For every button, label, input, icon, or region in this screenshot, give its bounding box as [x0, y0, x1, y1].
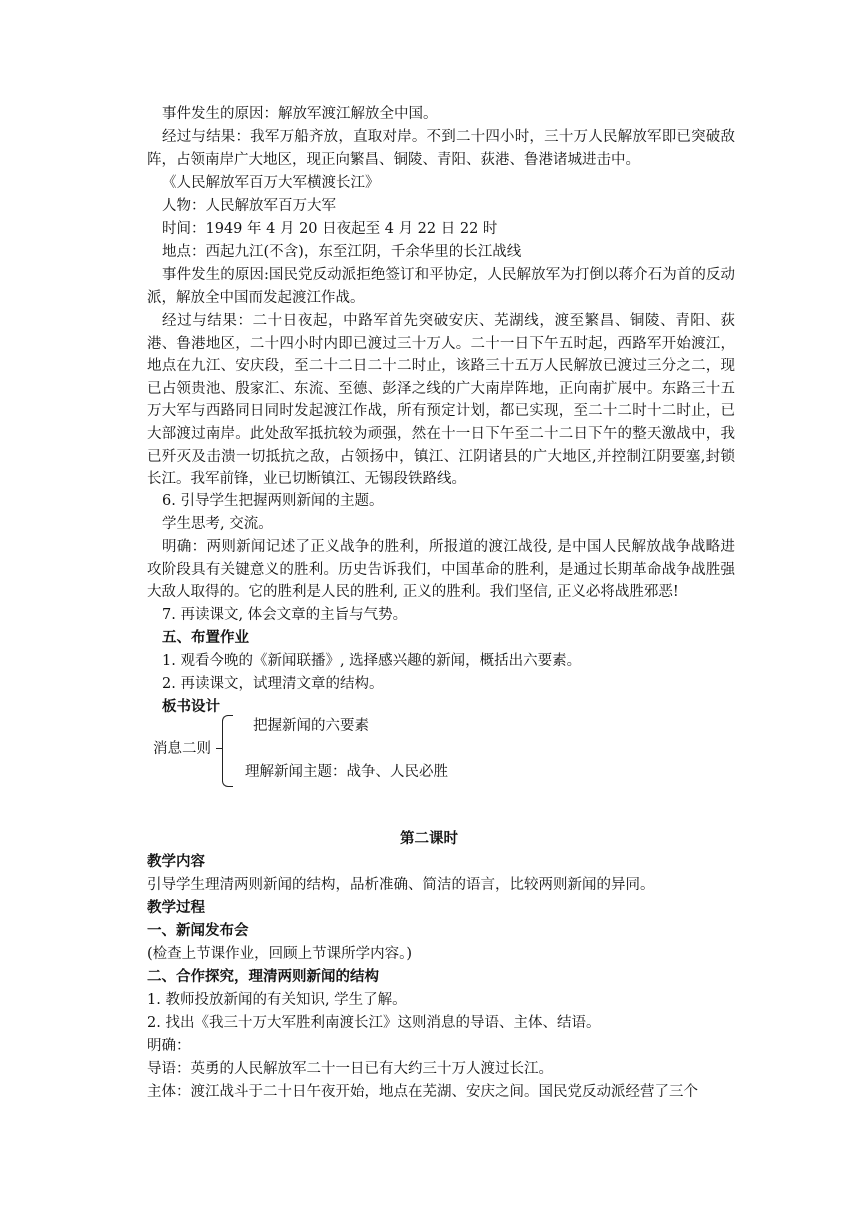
- section-heading: 教学内容: [147, 853, 205, 870]
- paragraph: 经过与结果：二十日夜起，中路军首先突破安庆、芜湖线，渡至繁昌、铜陵、青阳、荻港、鲁港地区，二十四小时内即已渡过三十万人。二十一日下午五时起，西路军开始渡江，地点在九江、安庆段，至二十二日二十二时止，该路三十五万人民解放已渡过三分之二，现已占领贵池、殷家汇、东流、至德、彭泽之线的广大南岸阵地，正向南扩展中。东路三十五万大军与西路同日同时发起渡江作战，所有预定计划，都已实现，至二十二时十二时止，已大部渡过南岸。此处敌军抵抗较为顽强，然在十一日下午至二十二日下午的整天激战中，我已歼灭及击溃一切抵抗之敌，占领扬中，镇江、江阴诸县的广大地区,并控制江阴要塞,封锁长江。我军前锋，业已切断镇江、无锡段铁路线。: [147, 313, 735, 488]
- board-design-item: 理解新闻主题：战争、人民必胜: [245, 764, 448, 780]
- paragraph: 2. 再读课文，试理清文章的结构。: [162, 676, 384, 692]
- paragraph: 6. 引导学生把握两则新闻的主题。: [162, 493, 384, 509]
- paragraph: 主体：渡江战斗于二十日午夜开始，地点在芜湖、安庆之间。国民党反动派经营了三个: [147, 1084, 698, 1100]
- paragraph: 导语：英勇的人民解放军二十一日已有大约三十万人渡过长江。: [147, 1061, 553, 1077]
- section-heading: 二、合作探究，理清两则新闻的结构: [147, 968, 379, 985]
- paragraph: 明确：: [147, 1038, 191, 1054]
- section-heading: 一、新闻发布会: [147, 922, 249, 939]
- board-design-brace-tick: [216, 748, 223, 749]
- paragraph: 7. 再读课文, 体会文章的主旨与气势。: [162, 607, 408, 623]
- paragraph: 1. 观看今晚的《新闻联播》, 选择感兴趣的新闻，概括出六要素。: [162, 653, 582, 669]
- paragraph: 引导学生理清两则新闻的结构，品析准确、简洁的语言，比较两则新闻的异同。: [147, 877, 655, 893]
- board-design-item: 把握新闻的六要素: [253, 718, 369, 734]
- paragraph: 学生思考, 交流。: [162, 516, 273, 532]
- paragraph: 1. 教师投放新闻的有关知识, 学生了解。: [147, 992, 407, 1008]
- paragraph: 事件发生的原因：解放军渡江解放全中国。: [162, 106, 438, 122]
- board-design-brace: [222, 715, 233, 787]
- paragraph: 明确：两则新闻记述了正义战争的胜利，所报道的渡江战役, 是中国人民解放战争战略进攻阶段具有关键意义的胜利。历史告诉我们，中国革命的胜利，是通过长期革命战争战胜强大敌人取得的。它的胜利是人民的胜利, 正义的胜利。我们坚信, 正义必将战胜邪恶!: [147, 539, 735, 601]
- paragraph: 事件发生的原因:国民党反动派拒绝签订和平协定，人民解放军为打倒以蒋介石为首的反动派，解放全中国而发起渡江作战。: [147, 267, 735, 306]
- board-design-root: 消息二则: [153, 741, 211, 757]
- paragraph: 经过与结果：我军万船齐放，直取对岸。不到二十四小时，三十万人民解放军即已突破敌阵，占领南岸广大地区，现正向繁昌、铜陵、青阳、荻港、鲁港诸城进击中。: [147, 129, 735, 168]
- section-heading: 五、布置作业: [162, 629, 249, 646]
- paragraph: (检查上节课作业，回顾上节课所学内容。): [147, 946, 413, 962]
- article-title: 《人民解放军百万大军横渡长江》: [162, 175, 380, 191]
- section-heading: 板书设计: [162, 698, 220, 715]
- paragraph: 2. 找出《我三十万大军胜利南渡长江》这则消息的导语、主体、结语。: [147, 1015, 601, 1031]
- paragraph: 地点：西起九江(不含)，东至江阴，千余华里的长江战线: [162, 244, 522, 260]
- paragraph: 时间：1949 年 4 月 20 日夜起至 4 月 22 日 22 时: [162, 221, 498, 237]
- paragraph: 人物：人民解放军百万大军: [162, 198, 336, 214]
- section-heading: 教学过程: [147, 899, 205, 916]
- lesson-title: 第二课时: [400, 830, 458, 847]
